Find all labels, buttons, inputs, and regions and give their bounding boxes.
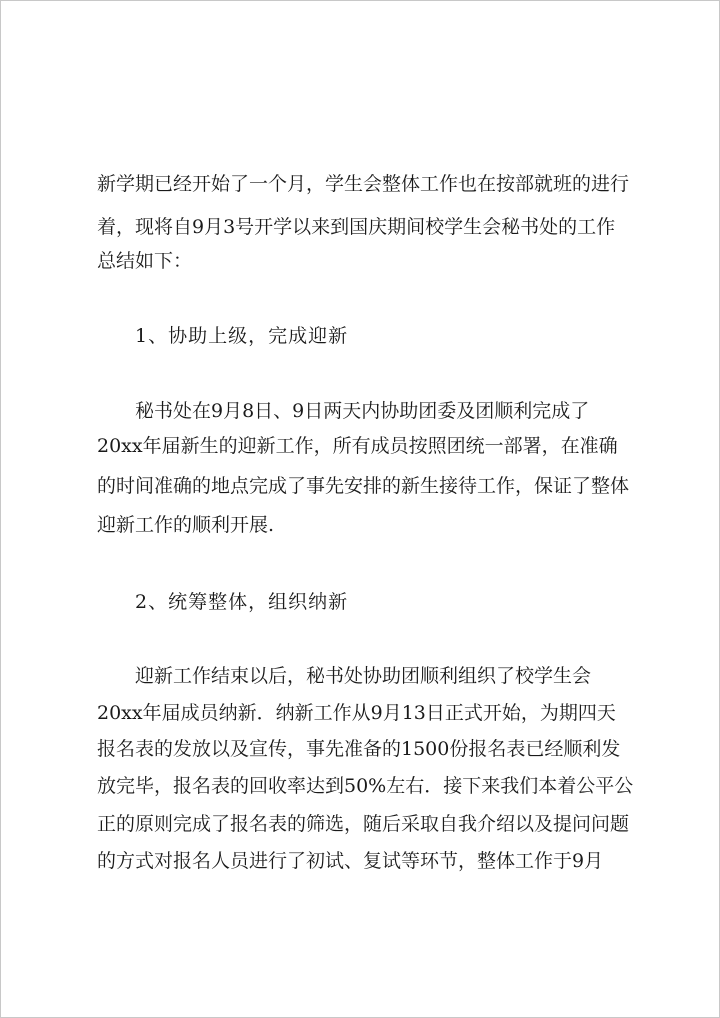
paragraph-recruit-line-3: 报名表的发放以及宣传，事先准备的1500份报名表已经顺利发 (97, 738, 621, 760)
paragraph-intro-line-1: 新学期已经开始了一个月，学生会整体工作也在按部就班的进行 (97, 173, 630, 195)
paragraph-welcome-line-3: 的时间准确的地点完成了事先安排的新生接待工作，保证了整体 (97, 475, 630, 497)
paragraph-recruit-line-1: 迎新工作结束以后，秘书处协助团顺利组织了校学生会 (135, 665, 592, 687)
paragraph-intro-line-2: 着，现将自9月3号开学以来到国庆期间校学生会秘书处的工作 (97, 216, 616, 238)
paragraph-intro-line-3: 总结如下： (97, 250, 193, 272)
paragraph-recruit-line-4: 放完毕，报名表的回收率达到50%左右．接下来我们本着公平公 (97, 775, 634, 797)
paragraph-welcome-line-2: 20xx年届新生的迎新工作，所有成员按照团统一部署，在准确 (97, 435, 618, 457)
paragraph-recruit-line-2: 20xx年届成员纳新．纳新工作从9月13日正式开始，为期四天 (97, 702, 616, 724)
section-heading-1: 1、协助上级，完成迎新 (135, 325, 349, 347)
paragraph-welcome-line-1: 秘书处在9月8日、9日两天内协助团委及团顺利完成了 (135, 400, 590, 422)
paragraph-welcome-line-4: 迎新工作的顺利开展. (97, 514, 275, 536)
section-heading-2: 2、统筹整体，组织纳新 (135, 591, 349, 613)
paragraph-recruit-line-5: 正的原则完成了报名表的筛选，随后采取自我介绍以及提问问题 (97, 813, 630, 835)
paragraph-recruit-line-6: 的方式对报名人员进行了初试、复试等环节，整体工作于9月 (97, 850, 604, 872)
